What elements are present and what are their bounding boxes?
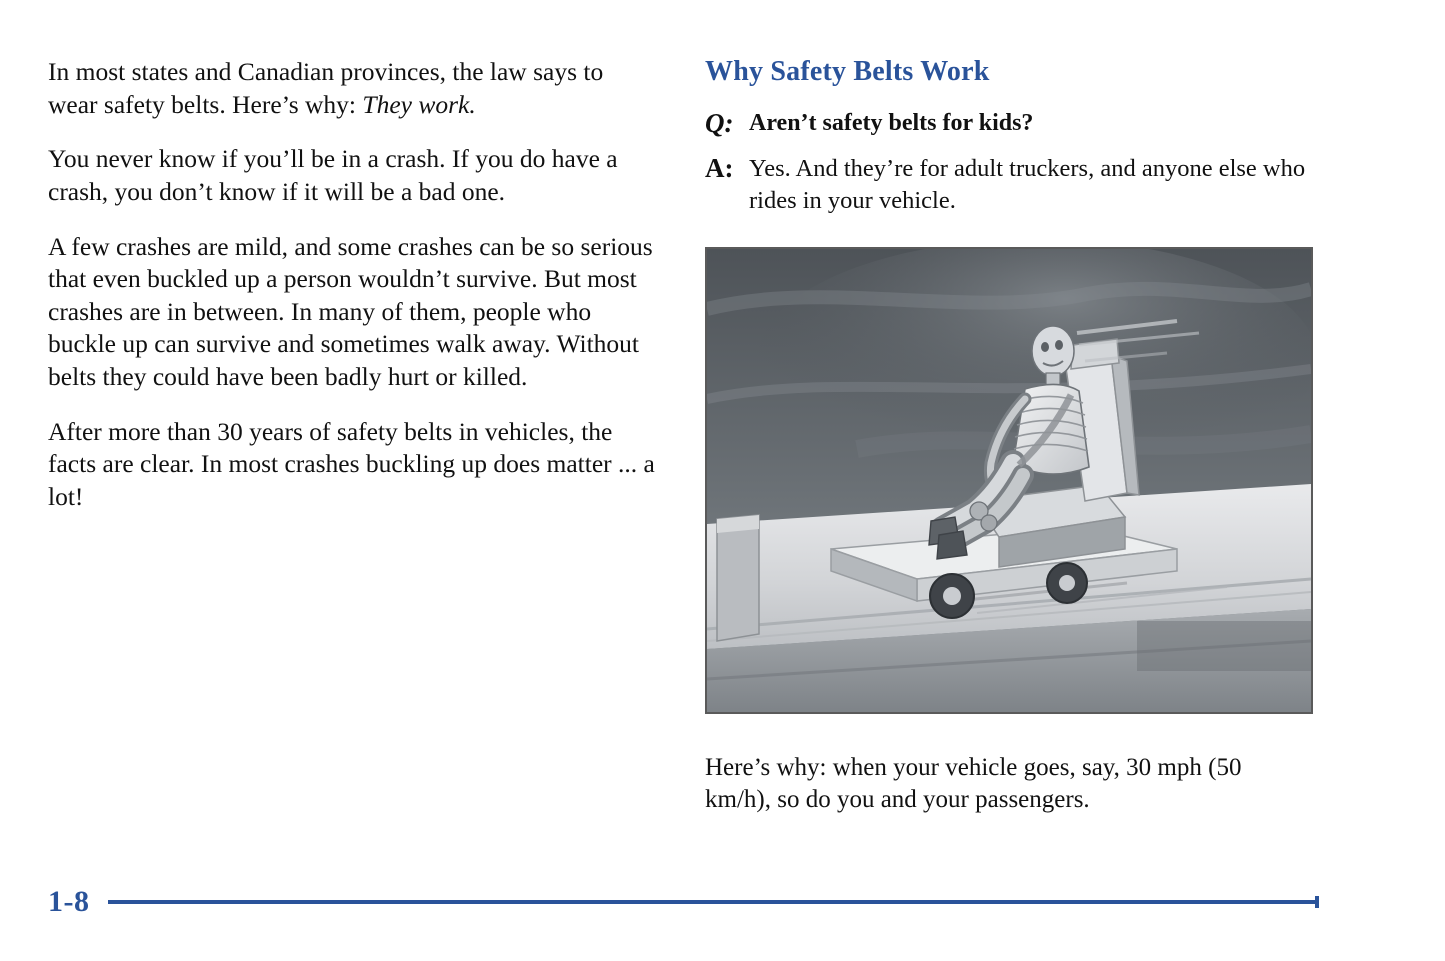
question-text: Aren’t safety belts for kids?	[749, 110, 1034, 136]
answer-marker: A:	[705, 153, 734, 184]
question-row	[705, 108, 1325, 139]
paragraph-1	[48, 56, 658, 121]
footer-divider	[108, 900, 1319, 904]
paragraph-4: After more than 30 years of safety belts in vehicles, the facts are clear. In most crashes buckling up does matter ... a lot!	[48, 416, 655, 511]
question-marker: Q:	[705, 108, 734, 138]
paragraph-3: A few crashes are mild, and some crashes can be so serious that even buckled up a person wouldn’t survive. But most crashes are in between. In many of them, people who buckle up can survive and sometimes walk away. Without belts they could have been badly hurt or killed.	[48, 231, 653, 391]
answer-text: Yes. And they’re for adult truckers, and anyone else who rides in your vehicle.	[749, 155, 1306, 215]
page-footer	[48, 885, 1318, 919]
crash-sled-illustration	[705, 247, 1313, 714]
paragraph-1-emphasis: They work.	[362, 89, 476, 119]
crash-sled-illustration-graphic	[707, 249, 1311, 712]
figure-caption: Here’s why: when your vehicle goes, say, 30 mph (50 km/h), so do you and your passengers.	[705, 753, 1242, 814]
right-content-column	[705, 56, 1325, 817]
paragraph-2: You never know if you’ll be in a crash. If you do have a crash, you don’t know if it will be a bad one.	[48, 144, 618, 206]
page-number: 1-8	[48, 885, 90, 918]
section-heading: Why Safety Belts Work	[705, 56, 990, 87]
paragraph-1-text: In most states and Canadian provinces, the law says to wear safety belts. Here’s why:	[48, 57, 604, 119]
left-text-column	[48, 56, 658, 514]
answer-row	[705, 153, 1325, 217]
